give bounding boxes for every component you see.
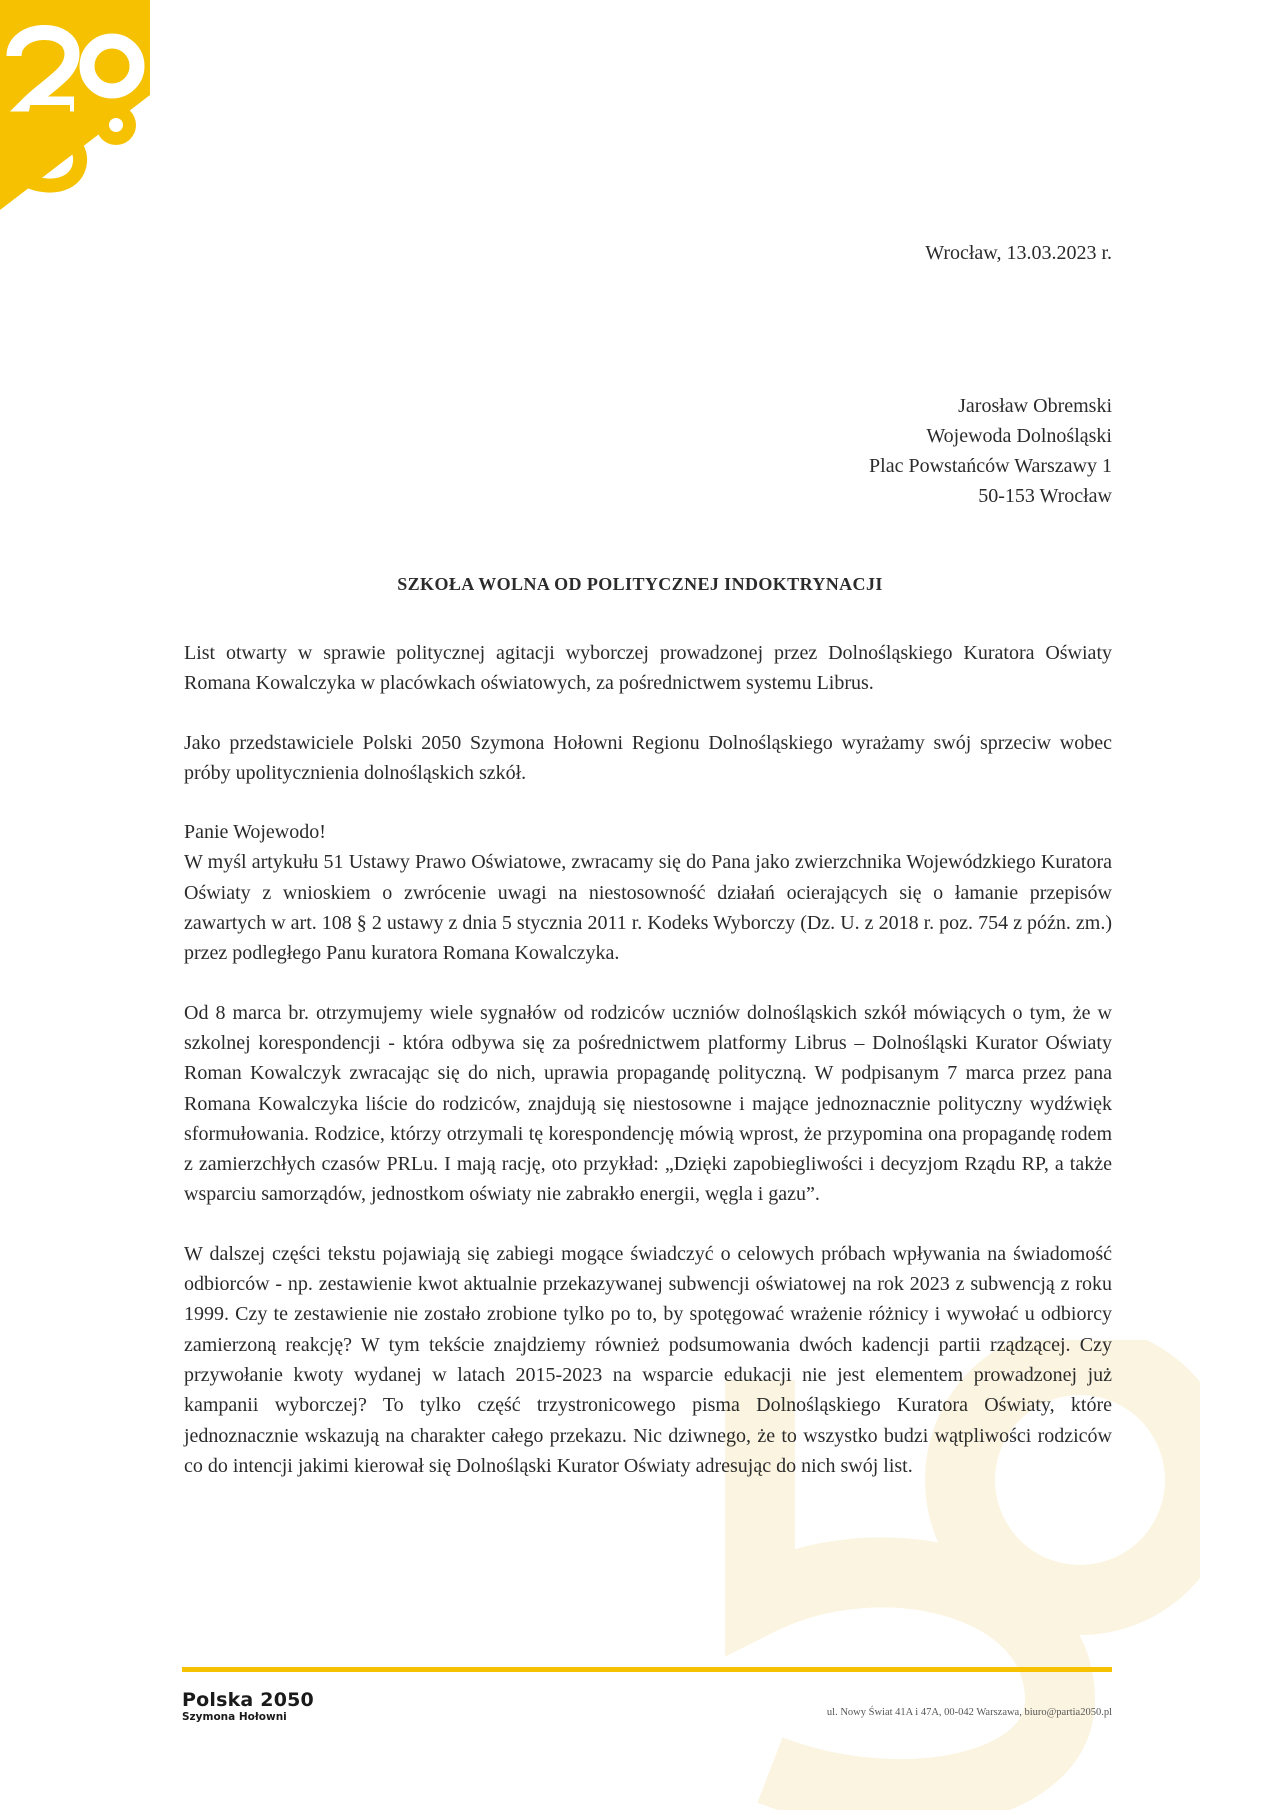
brand-name: Polska 2050 [182, 1689, 314, 1711]
document-title: SZKOŁA WOLNA OD POLITYCZNEJ INDOKTRYNACJI [397, 574, 883, 594]
paragraph-signals: Od 8 marca br. otrzymujemy wiele sygnałów od rodziców uczniów dolnośląskich szkół mówiących o tym, że w szkolnej korespondencji - która odbywa się za pośrednictwem platformy Librus – Dolnośląski Kurator Oświaty Roman Kowalczyk zwracając się do nich, uprawia propagandę polityczną. W podpisanym 7 marca przez pana Romana Kowalczyka liście do rodziców, znajdują się niestosowne i mające jednoznacznie polityczny wydźwięk sformułowania. Rodzice, którzy otrzymali tę korespondencję mówią wprost, że przypomina ona propagandę rodem z zamierzchłych czasów PRLu. I mają rację, oto przykład: „Dzięki zapobiegliwości i decyzjom Rządu RP, a także wsparciu samorządów, jednostkom oświaty nie zabrakło energii, węgla i gazu”. [184, 1001, 1112, 1206]
letter-body [184, 638, 1112, 1510]
recipient-name: Jarosław Obremski [958, 395, 1112, 417]
footer-address: ul. Nowy Świat 41A i 47A, 00-042 Warszawa, biuro@partia2050.pl [826, 1707, 1112, 1718]
brand-subtitle: Szymona Hołowni [182, 1711, 287, 1723]
paragraph-request: W myśl artykułu 51 Ustawy Prawo Oświatowe, zwracamy się do Pana jako zwierzchnika Wojewódzkiego Kuratora Oświaty z wnioskiem o zwrócenie uwagi na niestosowność działań ocierających się o łamanie przepisów zawartych w art. 108 § 2 ustawy z dnia 5 stycznia 2011 r. Kodeks Wyborczy (Dz. U. z 2018 r. poz. 754 z późn. zm.) przez podległego Panu kuratora Romana Kowalczyka. [184, 851, 1112, 965]
recipient-street: Plac Powstańców Warszawy 1 [869, 455, 1112, 477]
salutation: Panie Wojewodo! [184, 821, 326, 844]
polska-2050-logo-icon [0, 0, 150, 215]
polska-2050-logo [0, 0, 150, 215]
recipient-position: Wojewoda Dolnośląski [926, 425, 1112, 447]
recipient-city: 50-153 Wrocław [978, 485, 1112, 507]
recipient-block [869, 391, 1112, 511]
paragraph-analysis: W dalszej części tekstu pojawiają się zabiegi mogące świadczyć o celowych próbach wpływania na świadomość odbiorców - np. zestawienie kwot aktualnie przekazywanej subwencji oświatowej na rok 2023 z subwencją z roku 1999. Czy te zestawienie nie zostało zrobione tylko po to, by spotęgować wrażenie różnicy i wywołać u odbiorcy zamierzoną reakcję? W tym tekście znajdziemy również podsumowania dwóch kadencji partii rządzącej. Czy przywołanie kwoty wydanej w latach 2015-2023 na wsparcie edukacji nie jest elementem prowadzonej już kampanii wyborczej? To tylko część trzystronicowego pisma Dolnośląskiego Kuratora Oświaty, które jednoznacznie wskazują na charakter całego przekazu. Nic dziwnego, że to wszystko budzi wątpliwości rodziców co do intencji jakimi kierował się Dolnośląski Kurator Oświaty adresując do nich swój list. [184, 1242, 1112, 1477]
footer-divider [182, 1667, 1112, 1672]
letter-date: Wrocław, 13.03.2023 r. [925, 242, 1112, 264]
footer-brand [182, 1689, 314, 1724]
paragraph-intro: List otwarty w sprawie politycznej agitacji wyborczej prowadzonej przez Dolnośląskiego Kuratora Oświaty Romana Kowalczyka w placówkach oświatowych, za pośrednictwem systemu Librus. [184, 642, 1112, 695]
paragraph-protest: Jako przedstawiciele Polski 2050 Szymona Hołowni Regionu Dolnośląskiego wyrażamy swój sprzeciw wobec próby upolitycznienia dolnośląskich szkół. [184, 731, 1112, 784]
